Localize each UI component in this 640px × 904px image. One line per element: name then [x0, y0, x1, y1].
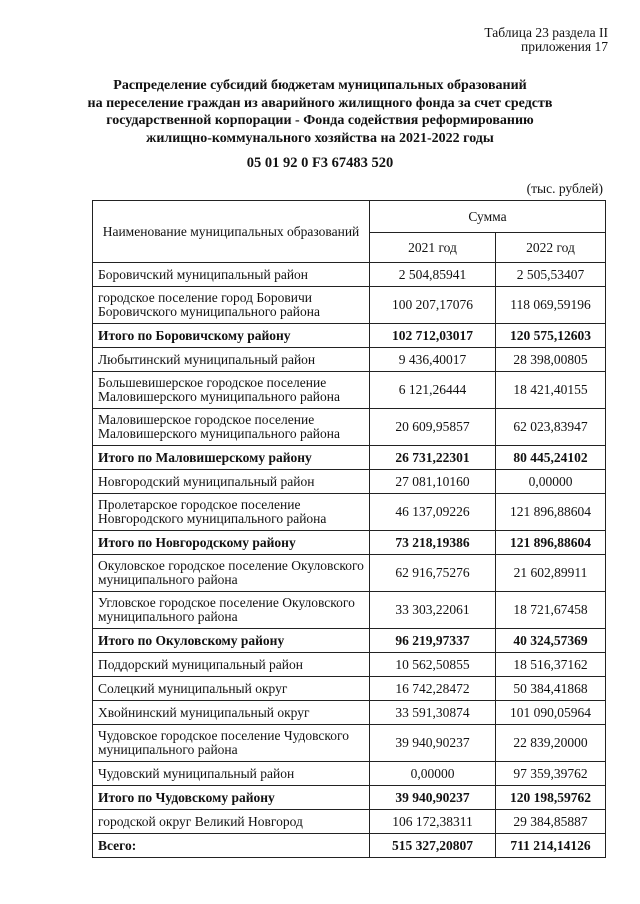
row-value-2022: 80 445,24102	[496, 446, 606, 470]
table-row	[93, 762, 606, 786]
reference-line-2: приложения 17	[520, 39, 608, 54]
table-row	[93, 701, 606, 725]
table-row	[93, 555, 606, 592]
reference-line-1: Таблица 23 раздела II	[484, 25, 608, 40]
subtotal-row	[93, 629, 606, 653]
subtotal-row	[93, 324, 606, 348]
row-value-2022: 121 896,88604	[496, 531, 606, 555]
table-row	[93, 470, 606, 494]
subtotal-row	[93, 531, 606, 555]
row-name: городской округ Великий Новгород	[93, 810, 370, 834]
row-value-2021: 39 940,90237	[370, 725, 496, 762]
row-name: Новгородский муниципальный район	[93, 470, 370, 494]
title-line-1: Распределение субсидий бюджетам муниципальных образований	[113, 78, 527, 93]
table-row	[93, 348, 606, 372]
table-row	[93, 409, 606, 446]
header-name: Наименование муниципальных образований	[93, 201, 370, 263]
row-value-2021: 106 172,38311	[370, 810, 496, 834]
row-name: Хвойнинский муниципальный округ	[93, 701, 370, 725]
row-value-2021: 102 712,03017	[370, 324, 496, 348]
row-value-2021: 0,00000	[370, 762, 496, 786]
row-value-2022: 62 023,83947	[496, 409, 606, 446]
row-name: Итого по Новгородскому району	[93, 531, 370, 555]
row-value-2022: 711 214,14126	[496, 834, 606, 858]
document-title	[60, 77, 580, 147]
row-value-2022: 2 505,53407	[496, 263, 606, 287]
row-name: Итого по Боровичскому району	[93, 324, 370, 348]
table-row	[93, 677, 606, 701]
row-value-2021: 2 504,85941	[370, 263, 496, 287]
row-value-2021: 6 121,26444	[370, 372, 496, 409]
header-year-2021: 2021 год	[370, 233, 496, 263]
row-value-2022: 50 384,41868	[496, 677, 606, 701]
row-value-2021: 10 562,50855	[370, 653, 496, 677]
row-name: Поддорский муниципальный район	[93, 653, 370, 677]
title-line-3: государственной корпорации - Фонда содействия реформированию	[106, 113, 534, 128]
table-row	[93, 653, 606, 677]
table-row	[93, 725, 606, 762]
row-name: Итого по Чудовскому району	[93, 786, 370, 810]
row-value-2021: 96 219,97337	[370, 629, 496, 653]
row-name: Окуловское городское поселение Окуловского муниципального района	[93, 555, 370, 592]
title-line-4: жилищно-коммунального хозяйства на 2021-2022 годы	[146, 130, 494, 146]
row-name: Чудовский муниципальный район	[93, 762, 370, 786]
row-value-2022: 22 839,20000	[496, 725, 606, 762]
table-row	[93, 810, 606, 834]
row-name: Итого по Маловишерскому району	[93, 446, 370, 470]
row-value-2021: 27 081,10160	[370, 470, 496, 494]
table-row	[93, 592, 606, 629]
row-name: Большевишерское городское поселение Маловишерского муниципального района	[93, 372, 370, 409]
row-name: Маловишерское городское поселение Маловишерского муниципального района	[93, 409, 370, 446]
row-name: Угловское городское поселение Окуловского муниципального района	[93, 592, 370, 629]
row-value-2021: 39 940,90237	[370, 786, 496, 810]
row-value-2021: 9 436,40017	[370, 348, 496, 372]
row-name: Чудовское городское поселение Чудовского муниципального района	[93, 725, 370, 762]
row-name: городское поселение город Боровичи Боровичского муниципального района	[93, 287, 370, 324]
table-row	[93, 372, 606, 409]
row-value-2022: 18 721,67458	[496, 592, 606, 629]
table-reference	[408, 26, 608, 54]
title-line-2: на переселение граждан из аварийного жилищного фонда за счет средств	[87, 95, 553, 111]
subsidy-table	[92, 200, 606, 858]
row-value-2021: 20 609,95857	[370, 409, 496, 446]
row-name: Пролетарское городское поселение Новгородского муниципального района	[93, 494, 370, 531]
row-value-2021: 73 218,19386	[370, 531, 496, 555]
table-row	[93, 263, 606, 287]
row-value-2021: 515 327,20807	[370, 834, 496, 858]
row-value-2022: 21 602,89911	[496, 555, 606, 592]
row-value-2022: 120 575,12603	[496, 324, 606, 348]
row-value-2022: 118 069,59196	[496, 287, 606, 324]
row-value-2022: 97 359,39762	[496, 762, 606, 786]
row-value-2022: 101 090,05964	[496, 701, 606, 725]
row-name: Боровичский муниципальный район	[93, 263, 370, 287]
subtotal-row	[93, 446, 606, 470]
row-value-2022: 29 384,85887	[496, 810, 606, 834]
row-name: Солецкий муниципальный округ	[93, 677, 370, 701]
table-row	[93, 494, 606, 531]
row-value-2022: 120 198,59762	[496, 786, 606, 810]
row-name: Итого по Окуловскому району	[93, 629, 370, 653]
row-value-2022: 121 896,88604	[496, 494, 606, 531]
row-value-2021: 46 137,09226	[370, 494, 496, 531]
row-value-2021: 33 303,22061	[370, 592, 496, 629]
units-label: (тыс. рублей)	[526, 181, 603, 196]
row-value-2021: 33 591,30874	[370, 701, 496, 725]
row-value-2022: 0,00000	[496, 470, 606, 494]
row-value-2021: 62 916,75276	[370, 555, 496, 592]
subtotal-row	[93, 786, 606, 810]
row-value-2022: 40 324,57369	[496, 629, 606, 653]
row-name: Всего:	[93, 834, 370, 858]
header-sum: Сумма	[370, 201, 606, 233]
grand-total-row	[93, 834, 606, 858]
row-value-2021: 100 207,17076	[370, 287, 496, 324]
row-value-2022: 18 421,40155	[496, 372, 606, 409]
budget-code: 05 01 92 0 F3 67483 520	[246, 155, 394, 171]
row-value-2021: 26 731,22301	[370, 446, 496, 470]
row-value-2022: 18 516,37162	[496, 653, 606, 677]
header-year-2022: 2022 год	[496, 233, 606, 263]
row-value-2021: 16 742,28472	[370, 677, 496, 701]
row-name: Любытинский муниципальный район	[93, 348, 370, 372]
table-row	[93, 287, 606, 324]
row-value-2022: 28 398,00805	[496, 348, 606, 372]
